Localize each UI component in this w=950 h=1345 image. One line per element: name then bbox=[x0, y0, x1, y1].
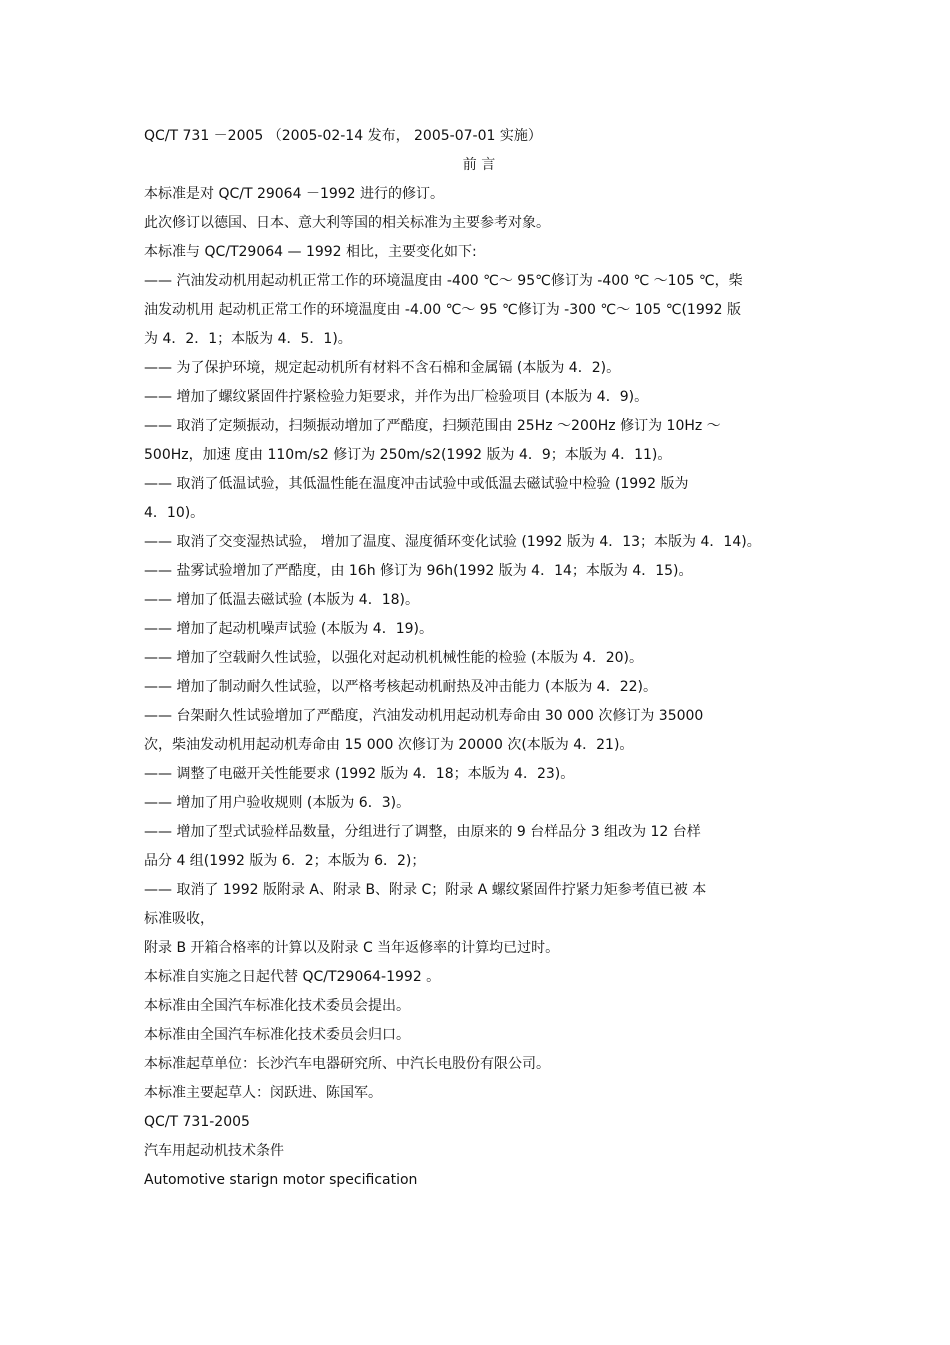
change-item: —— 增加了制动耐久性试验，以严格考核起动机耐热及冲击能力 (本版为 4．22)。 bbox=[144, 679, 657, 695]
change-item: —— 盐雾试验增加了严酷度，由 16h 修订为 96h(1992 版为 4．14；本版为 4．15)。 bbox=[144, 563, 693, 579]
foreword-heading: 前 言 bbox=[462, 157, 496, 173]
change-item: —— 增加了螺纹紧固件拧紧检验力矩要求，并作为出厂检验项目 (本版为 4．9)。 bbox=[144, 389, 649, 405]
standard-header: QC/T 731 －2005 （2005-02-14 发布， 2005-07-01 实施） bbox=[144, 128, 542, 144]
standard-title-en: Automotive starign motor specification bbox=[144, 1172, 418, 1188]
change-item-cont: 品分 4 组(1992 版为 6．2；本版为 6．2)； bbox=[144, 853, 426, 869]
document-body bbox=[144, 122, 814, 1195]
standard-title-zh: 汽车用起动机技术条件 bbox=[144, 1143, 284, 1159]
change-item-cont: 500Hz，加速 度由 110m/s2 修订为 250m/s2(1992 版为 4．9；本版为 4．11)。 bbox=[144, 447, 672, 463]
change-item: —— 取消了 1992 版附录 A、附录 B、附录 C；附录 A 螺纹紧固件拧紧力矩参考值已被 本 bbox=[144, 882, 707, 898]
change-item-cont: 为 4．2．1；本版为 4．5．1)。 bbox=[144, 331, 352, 347]
change-item: —— 取消了定频振动，扫频振动增加了严酷度，扫频范围由 25Hz ～200Hz 修订为 10Hz ～ bbox=[144, 418, 721, 434]
change-item: —— 汽油发动机用起动机正常工作的环境温度由 -400 ℃～ 95℃修订为 -400 ℃ ～105 ℃，柴 bbox=[144, 273, 743, 289]
change-item: —— 台架耐久性试验增加了严酷度，汽油发动机用起动机寿命由 30 000 次修订为 35000 bbox=[144, 708, 704, 724]
change-item-cont: 4．10)。 bbox=[144, 505, 205, 521]
standard-number: QC/T 731-2005 bbox=[144, 1114, 250, 1130]
drafting-units: 本标准起草单位：长沙汽车电器研究所、中汽长电股份有限公司。 bbox=[144, 1056, 550, 1072]
change-item: —— 增加了用户验收规则 (本版为 6．3)。 bbox=[144, 795, 411, 811]
change-item: —— 取消了低温试验，其低温性能在温度冲击试验中或低温去磁试验中检验 (1992 版为 bbox=[144, 476, 689, 492]
change-item: —— 取消了交变湿热试验， 增加了温度、湿度循环变化试验 (1992 版为 4．13；本版为 4．14)。 bbox=[144, 534, 761, 550]
text-line: 本标准由全国汽车标准化技术委员会提出。 bbox=[144, 998, 410, 1014]
change-item-cont: 次，柴油发动机用起动机寿命由 15 000 次修订为 20000 次(本版为 4．21)。 bbox=[144, 737, 634, 753]
text-line: 附录 B 开箱合格率的计算以及附录 C 当年返修率的计算均已过时。 bbox=[144, 940, 560, 956]
change-item: —— 增加了起动机噪声试验 (本版为 4．19)。 bbox=[144, 621, 433, 637]
change-item: —— 增加了型式试验样品数量，分组进行了调整，由原来的 9 台样品分 3 组改为 12 台样 bbox=[144, 824, 701, 840]
change-item: —— 为了保护环境，规定起动机所有材料不含石棉和金属镉 (本版为 4．2)。 bbox=[144, 360, 621, 376]
change-item: —— 增加了低温去磁试验 (本版为 4．18)。 bbox=[144, 592, 419, 608]
change-item: —— 调整了电磁开关性能要求 (1992 版为 4．18；本版为 4．23)。 bbox=[144, 766, 575, 782]
drafters: 本标准主要起草人：闵跃进、陈国军。 bbox=[144, 1085, 382, 1101]
text-line: 本标准由全国汽车标准化技术委员会归口。 bbox=[144, 1027, 410, 1043]
text-line: 本标准与 QC/T29064 — 1992 相比，主要变化如下: bbox=[144, 244, 477, 260]
text-line: 此次修订以德国、日本、意大利等国的相关标准为主要参考对象。 bbox=[144, 215, 550, 231]
text-line: 本标准是对 QC/T 29064 －1992 进行的修订。 bbox=[144, 186, 445, 202]
text-line: 本标准自实施之日起代替 QC/T29064-1992 。 bbox=[144, 969, 441, 985]
change-item-cont: 标准吸收， bbox=[144, 911, 214, 927]
change-item: —— 增加了空载耐久性试验，以强化对起动机机械性能的检验 (本版为 4．20)。 bbox=[144, 650, 643, 666]
change-item-cont: 油发动机用 起动机正常工作的环境温度由 -4.00 ℃～ 95 ℃修订为 -300 ℃～ 105 ℃(1992 版 bbox=[144, 302, 742, 318]
